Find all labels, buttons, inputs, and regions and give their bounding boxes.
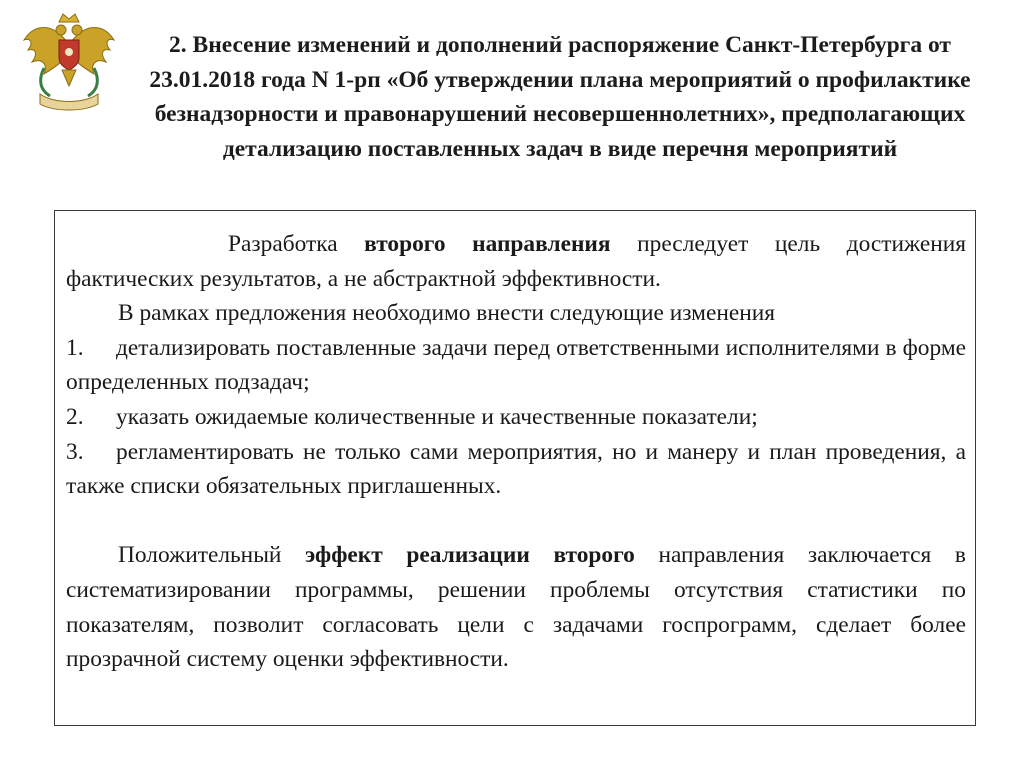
paragraph-proposal: В рамках предложения необходимо внести следующие изменения [118,300,776,327]
right-head [72,25,82,35]
paragraph-goal: Разработка второго направления преследует цель достижения фактических результатов, а не абстрактной эффективности. [66,231,966,292]
list-item: 2. указать ожидаемые количественные и качественные показатели; [66,400,966,435]
paragraph-effect: Положительный эффект реализации второго направления заключается в систематизировании программы, решении проблемы отсутствия статистики по показателям, позволит согласовать цели с задачами госпрограмм, сделает более прозрачной систему оценки эффективности. [66,542,966,673]
emphasis-second-direction: второго направления [364,231,611,257]
ranepa-emblem [14,8,124,114]
crown [59,14,79,22]
emphasis-effect: эффект реализации второго [305,542,635,569]
ranepa-eagle-emblem-icon [14,8,124,114]
list-item: 3. регламентировать не только сами мероприятия, но и манеру и план проведения, а также списки обязательных приглашенных. [66,435,966,504]
list-number: 1. [66,334,84,361]
content-body [66,227,966,677]
list-number: 3. [66,438,84,465]
list-item: 1. детализировать поставленные задачи перед ответственными исполнителями в форме определенных подзадач; [66,331,966,400]
list-number: 2. [66,403,84,430]
rider-mark [65,48,73,56]
left-head [56,25,66,35]
tail [62,70,76,86]
slide-title: 2. Внесение изменений и дополнений распоряжение Санкт-Петербурга от 23.01.2018 года N 1-рп «Об утверждении плана мероприятий о профилактике безнадзорности и правонарушений несовершеннолетних», предполагающих детализацию поставленных задач в виде перечня мероприятий [149,32,971,162]
spacer [66,504,966,539]
